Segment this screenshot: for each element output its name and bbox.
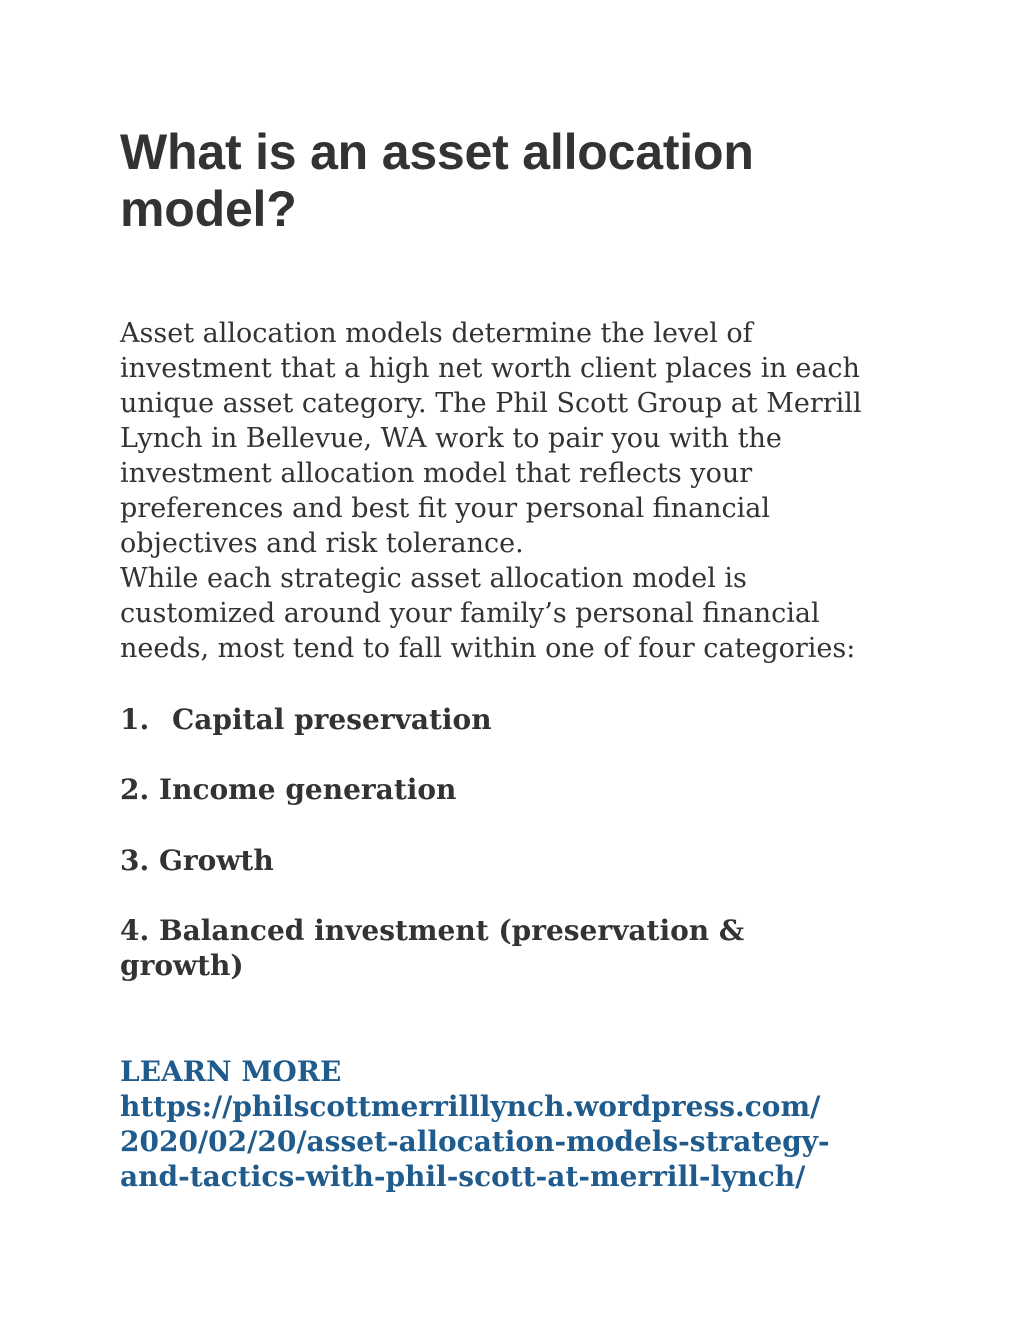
learn-more-url-line[interactable]: 2020/02/20/asset-allocation-models-strategy- [120,1125,830,1158]
category-label: Capital preservation [172,703,492,736]
intro-line: investment allocation model that reflects your [120,458,753,489]
category-label: Income generation [158,773,457,806]
title-line: model? [120,181,297,237]
intro-line: objectives and risk tolerance. [120,528,524,559]
page-title [120,124,900,238]
category-label-continued: growth) [120,949,244,982]
category-number: 1. [120,703,150,736]
category-item-income-generation [120,772,900,807]
intro-line: customized around your family’s personal financial [120,598,820,629]
intro-line: needs, most tend to fall within one of four categories: [120,633,856,664]
category-label: Growth [158,844,274,877]
learn-more-link[interactable]: LEARN MORE [120,1055,342,1088]
category-number: 2. [120,773,150,806]
category-item-growth [120,843,900,878]
learn-more-url-line[interactable]: and-tactics-with-phil-scott-at-merrill-lynch/ [120,1160,806,1193]
intro-line: Asset allocation models determine the level of [120,318,753,349]
intro-line: Lynch in Bellevue, WA work to pair you with the [120,423,782,454]
intro-paragraph [120,316,900,666]
learn-more-url-line[interactable]: https://philscottmerrilllynch.wordpress.com/ [120,1090,821,1123]
category-item-capital-preservation [120,702,900,737]
intro-line: preferences and best fit your personal financial [120,493,771,524]
category-item-balanced-investment [120,913,900,983]
category-label: Balanced investment (preservation & [158,914,745,947]
intro-line: While each strategic asset allocation model is [120,563,747,594]
category-number: 4. [120,914,150,947]
intro-line: investment that a high net worth client places in each [120,353,860,384]
learn-more-section [120,1054,900,1194]
title-line: What is an asset allocation [120,124,754,180]
category-number: 3. [120,844,150,877]
intro-line: unique asset category. The Phil Scott Group at Merrill [120,388,862,419]
